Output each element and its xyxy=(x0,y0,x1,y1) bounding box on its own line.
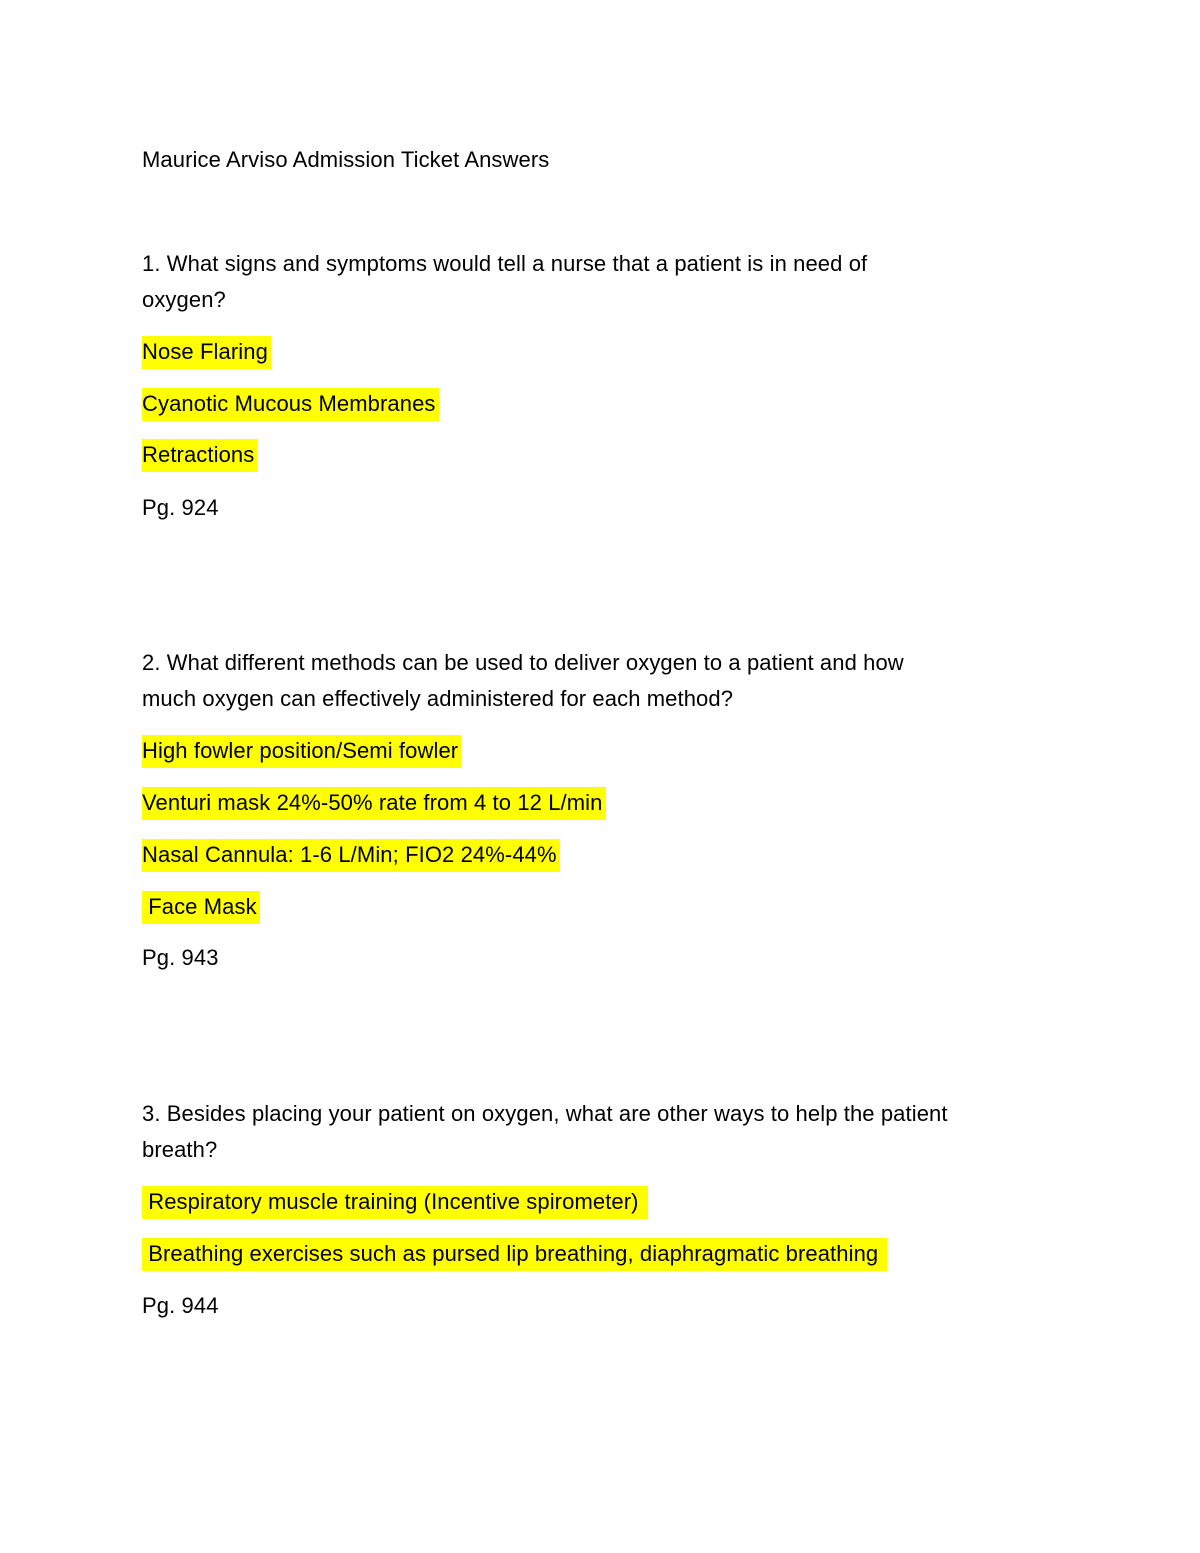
answer-1-3 xyxy=(142,441,257,469)
highlighted-answer: Nasal Cannula: 1-6 L/Min; FIO2 24%-44% xyxy=(142,839,560,872)
highlighted-answer: High fowler position/Semi fowler xyxy=(142,735,461,768)
highlighted-answer: Cyanotic Mucous Membranes xyxy=(142,388,439,421)
page-reference-3: Pg. 944 xyxy=(142,1293,219,1318)
page-reference-2: Pg. 943 xyxy=(142,945,219,970)
highlighted-answer: Venturi mask 24%-50% rate from 4 to 12 L/min xyxy=(142,787,606,820)
page-reference-1: Pg. 924 xyxy=(142,495,219,520)
answer-2-3 xyxy=(142,841,560,869)
question-3-line-1: 3. Besides placing your patient on oxygen, what are other ways to help the patient xyxy=(142,1101,948,1126)
answer-2-1 xyxy=(142,737,461,765)
highlighted-answer: Face Mask xyxy=(142,891,260,924)
question-2-line-2: much oxygen can effectively administered for each method? xyxy=(142,686,734,711)
question-3-line-2: breath? xyxy=(142,1137,218,1162)
question-2-line-1: 2. What different methods can be used to deliver oxygen to a patient and how xyxy=(142,650,904,675)
answer-1-2 xyxy=(142,390,439,418)
document-title: Maurice Arviso Admission Ticket Answers xyxy=(142,147,550,172)
highlighted-answer: Nose Flaring xyxy=(142,336,271,369)
answer-2-2 xyxy=(142,789,606,817)
question-1-line-1: 1. What signs and symptoms would tell a nurse that a patient is in need of xyxy=(142,251,868,276)
answer-2-4 xyxy=(142,893,260,921)
highlighted-answer: Breathing exercises such as pursed lip breathing, diaphragmatic breathing xyxy=(142,1238,887,1271)
answer-3-2 xyxy=(142,1240,887,1268)
highlighted-answer: Retractions xyxy=(142,439,257,472)
answer-3-1 xyxy=(142,1188,648,1216)
answer-1-1 xyxy=(142,338,271,366)
question-1-line-2: oxygen? xyxy=(142,287,226,312)
highlighted-answer: Respiratory muscle training (Incentive spirometer) xyxy=(142,1186,648,1219)
